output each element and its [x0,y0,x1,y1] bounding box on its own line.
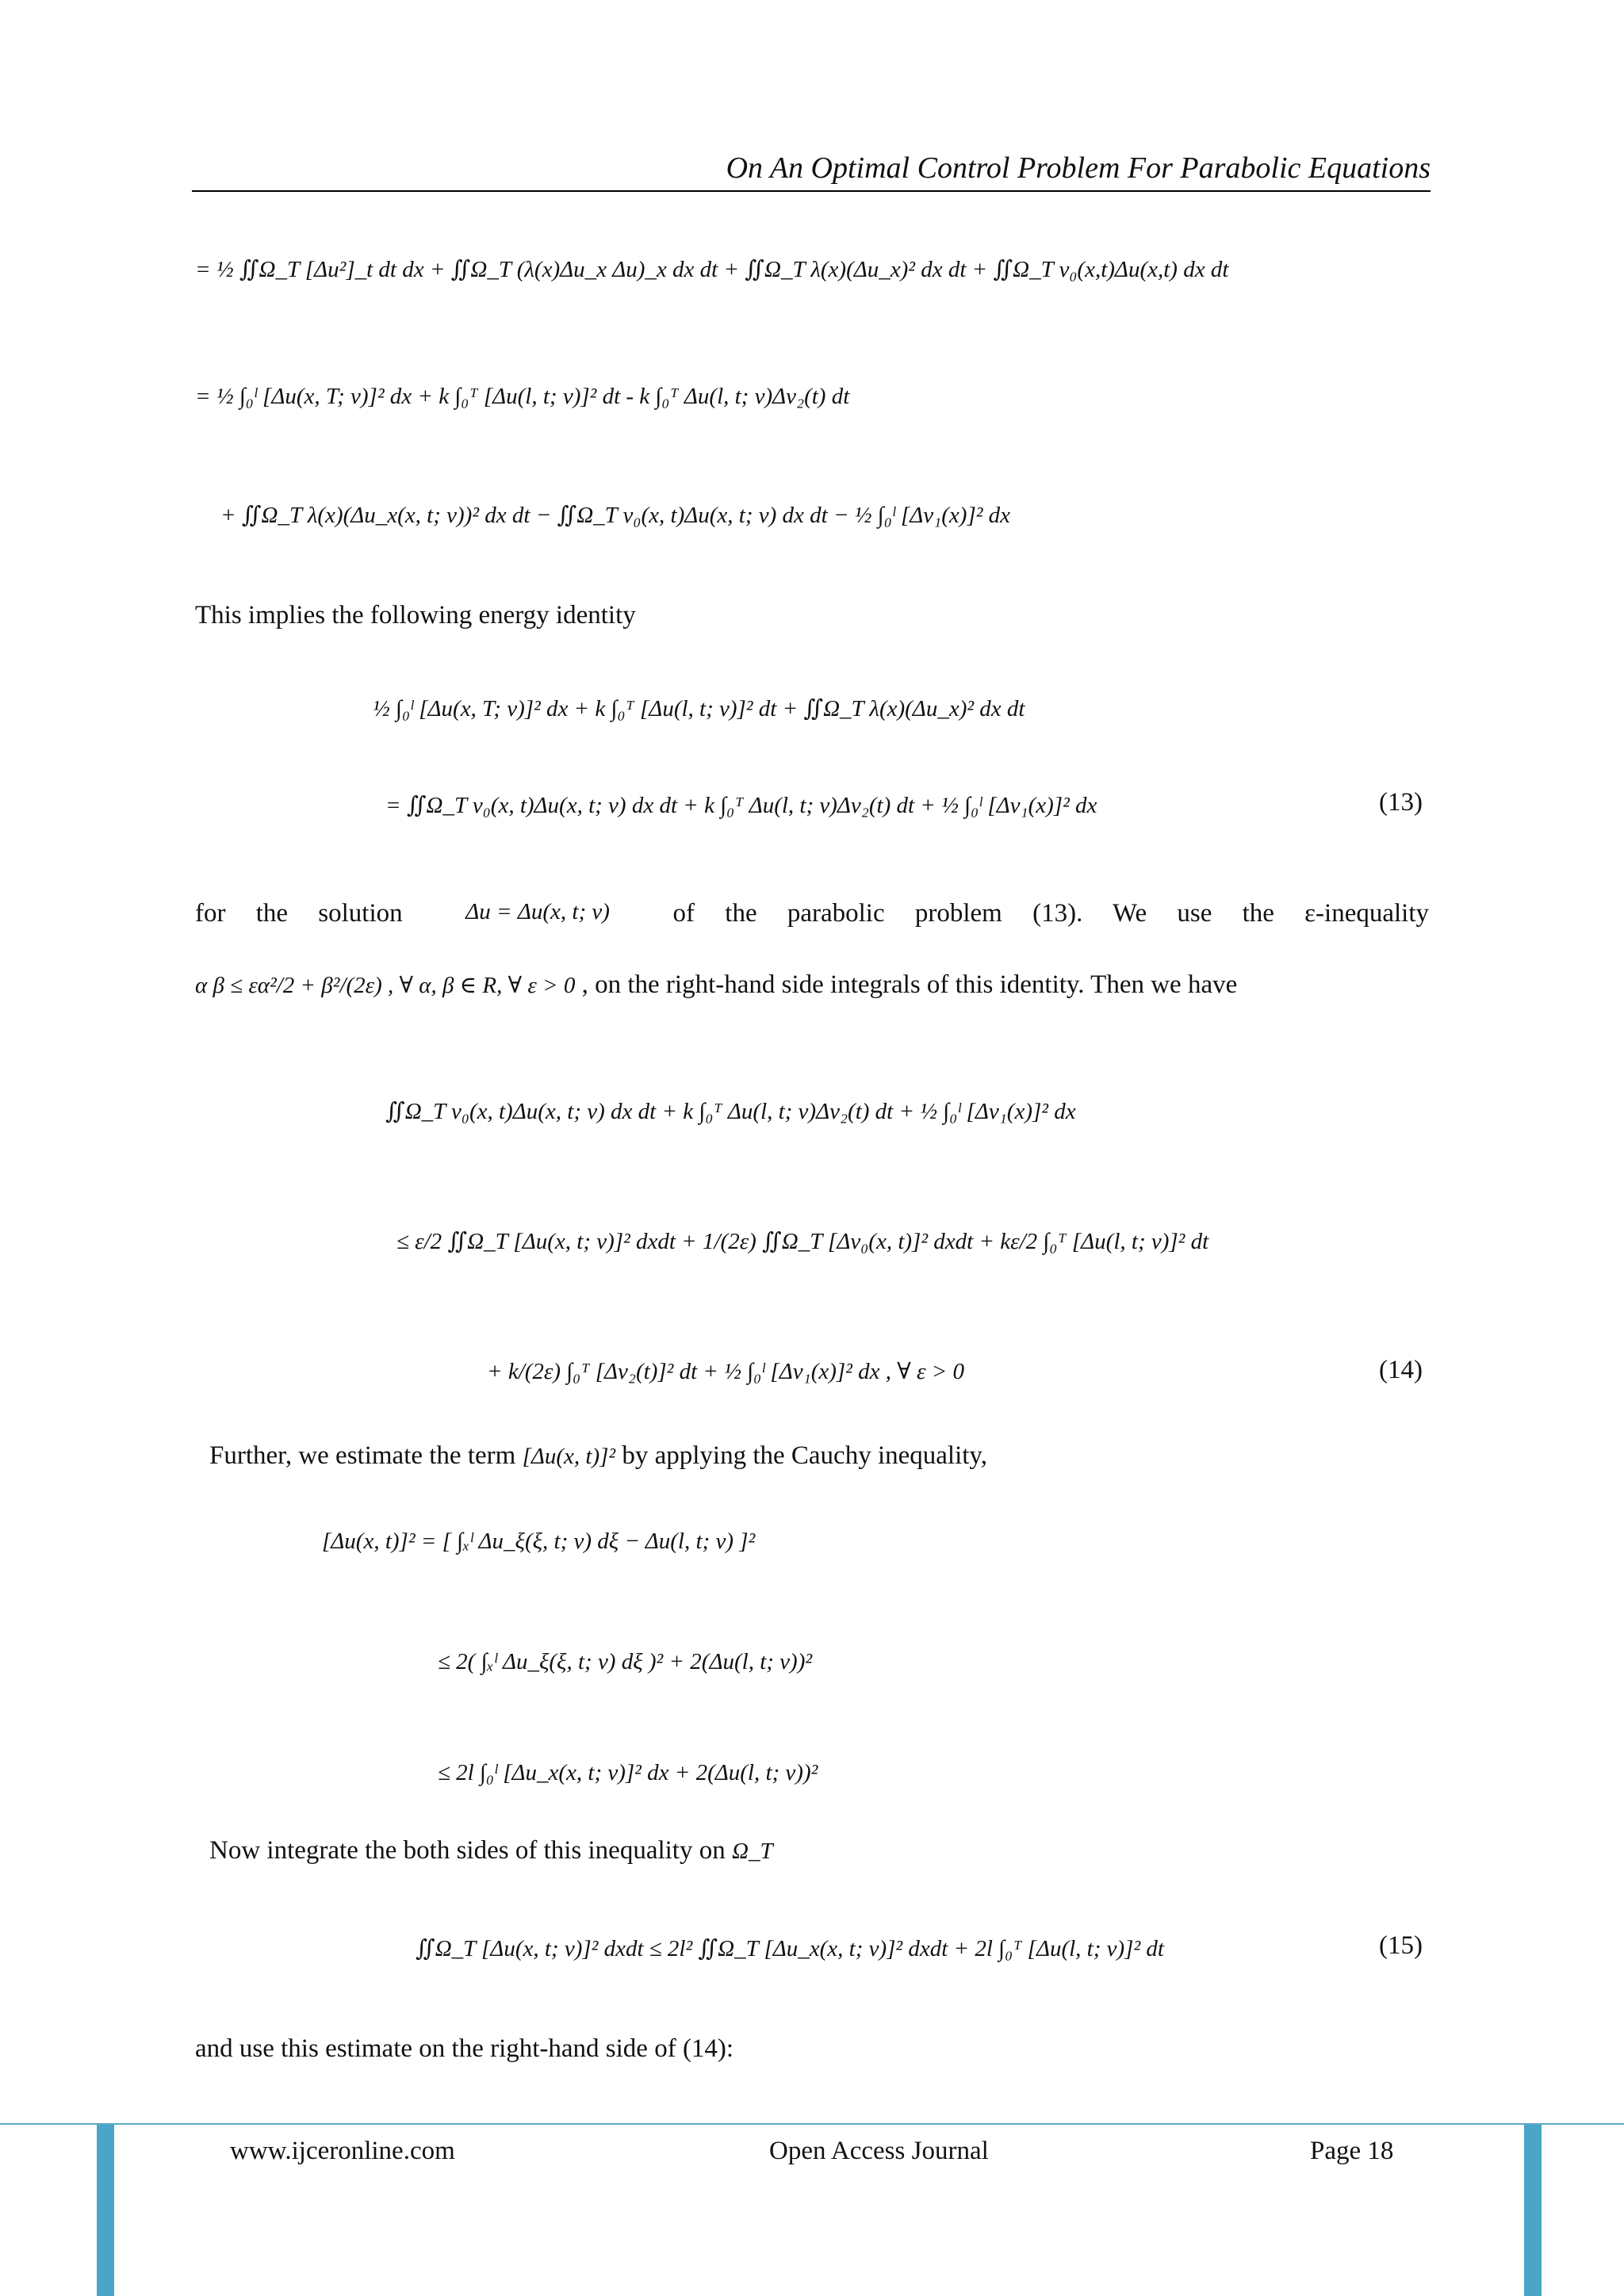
paragraph-cauchy [209,1441,987,1471]
paragraph-use-estimate: and use this estimate on the right-hand side of (14): [195,2034,734,2063]
paragraph-epsilon-inequality [195,970,1237,1000]
equation-line-1: = ½ ∬Ω_T [Δu²]_t dt dx + ∬Ω_T (λ(x)Δu_x Δu)_x dx dt + ∬Ω_T λ(x)(Δu_x)² dx dt + ∬Ω_T v₀(x,t)Δu(x,t) dx dt [195,257,1229,282]
inline-math-term: [Δu(x, t)]² [522,1444,616,1469]
equation-number-14: (14) [1379,1356,1423,1384]
paragraph-integrate [209,1836,773,1866]
paragraph-solution-end: of the parabolic problem (13). We use the ε-inequality [672,899,1429,928]
equation-energy-identity-rhs: = ∬Ω_T v₀(x, t)Δu(x, t; v) dx dt + k ∫₀ᵀ Δu(l, t; v)Δv₂(t) dt + ½ ∫₀ˡ [Δv₁(x)]² dx [385,793,1097,818]
equation-line-2: = ½ ∫₀ˡ [Δu(x, T; v)]² dx + k ∫₀ᵀ [Δu(l, t; v)]² dt - k ∫₀ᵀ Δu(l, t; v)Δv₂(t) dt [195,384,850,409]
paragraph-solution [195,899,1429,928]
paragraph-energy-identity: This implies the following energy identity [195,601,636,629]
equation-estimate-rhs-1: ≤ ε/2 ∬Ω_T [Δu(x, t; v)]² dxdt + 1/(2ε) ∬Ω_T [Δv₀(x, t)]² dxdt + kε/2 ∫₀ᵀ [Δu(l, t; v)]² dt [396,1229,1209,1254]
equation-line-3: + ∬Ω_T λ(x)(Δu_x(x, t; v))² dx dt − ∬Ω_T v₀(x, t)Δu(x, t; v) dx dt − ½ ∫₀ˡ [Δv₁(x)]² dx [220,503,1011,528]
paragraph-integrate-start: Now integrate the both sides of this inequality on [209,1836,726,1865]
equation-energy-identity-lhs: ½ ∫₀ˡ [Δu(x, T; v)]² dx + k ∫₀ᵀ [Δu(l, t; v)]² dt + ∬Ω_T λ(x)(Δu_x)² dx dt [373,696,1025,721]
equation-integrated-estimate: ∬Ω_T [Δu(x, t; v)]² dxdt ≤ 2l² ∬Ω_T [Δu_x(x, t; v)]² dxdt + 2l ∫₀ᵀ [Δu(l, t; v)]² dt [416,1936,1164,1961]
equation-cauchy-2: ≤ 2( ∫ₓˡ Δu_ξ(ξ, t; v) dξ )² + 2(Δu(l, t; v))² [438,1649,813,1674]
equation-estimate-lhs: ∬Ω_T v₀(x, t)Δu(x, t; v) dx dt + k ∫₀ᵀ Δu(l, t; v)Δv₂(t) dt + ½ ∫₀ˡ [Δv₁(x)]² dx [385,1099,1076,1124]
equation-number-13: (13) [1379,788,1423,817]
footer-rule [0,2123,1624,2125]
footer-journal: Open Access Journal [769,2137,989,2165]
footer-url: www.ijceronline.com [230,2137,455,2165]
header-rule [192,190,1431,192]
paragraph-cauchy-start: Further, we estimate the term [209,1441,516,1470]
equation-cauchy-3: ≤ 2l ∫₀ˡ [Δu_x(x, t; v)]² dx + 2(Δu(l, t; v))² [438,1760,818,1785]
equation-cauchy-1: [Δu(x, t)]² = [ ∫ₓˡ Δu_ξ(ξ, t; v) dξ − Δu(l, t; v) ]² [322,1529,756,1554]
footer-right-bar [1524,2125,1542,2296]
footer-left-bar [97,2125,114,2296]
running-header: On An Optimal Control Problem For Parabolic Equations [726,151,1431,185]
inline-math-solution: Δu = Δu(x, t; v) [465,899,610,924]
paragraph-epsilon-end: , on the right-hand side integrals of this identity. Then we have [581,970,1238,999]
inline-math-epsilon-inequality: α β ≤ εα²/2 + β²/(2ε) , ∀ α, β ∈ R, ∀ ε > 0 [195,973,576,998]
paragraph-solution-start: for the solution [195,899,403,928]
inline-math-omega: Ω_T [731,1839,773,1864]
equation-estimate-rhs-2: + k/(2ε) ∫₀ᵀ [Δv₂(t)]² dt + ½ ∫₀ˡ [Δv₁(x)]² dx , ∀ ε > 0 [487,1359,964,1384]
paragraph-cauchy-end: by applying the Cauchy inequality, [622,1441,988,1470]
footer-page-number: Page 18 [1310,2137,1394,2165]
equation-number-15: (15) [1379,1931,1423,1960]
